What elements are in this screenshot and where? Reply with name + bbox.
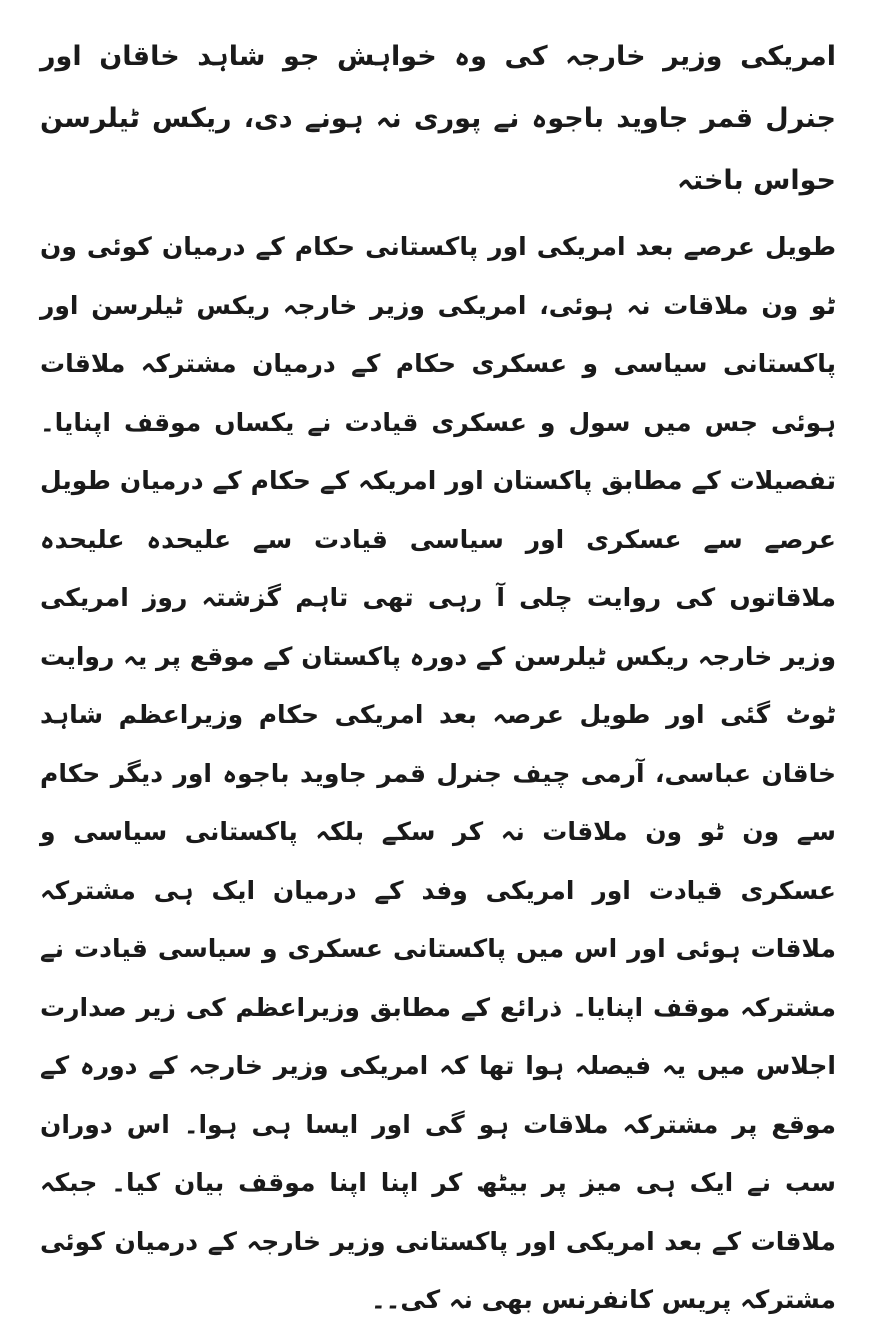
article-body: طویل عرصے بعد امریکی اور پاکستانی حکام کے درمیان کوئی ون ٹو ون ملاقات نہ ہوئی، امریکی وزیر خارجہ ریکس ٹیلرسن اور پاکستانی سیاسی و عسکری حکام کے درمیان مشترکہ ملاقات ہوئی جس میں سول و عسکری قیادت نے یکساں موقف اپنایا۔ تفصیلات کے مطابق پاکستان اور امریکہ کے حکام کے درمیان طویل عرصے سے عسکری اور سیاسی قیادت سے علیحدہ علیحدہ ملاقاتوں کی روایت چلی آ رہی تھی تاہم گزشتہ روز امریکی وزیر خارجہ ریکس ٹیلرسن کے دورہ پاکستان کے موقع پر یہ روایت ٹوٹ گئی اور طویل عرصہ بعد امریکی حکام وزیراعظم شاہد خاقان عباسی، آرمی چیف جنرل قمر جاوید باجوہ اور دیگر حکام سے ون ٹو ون ملاقات نہ کر سکے بلکہ پاکستانی سیاسی و عسکری قیادت اور امریکی وفد کے درمیان ایک ہی مشترکہ ملاقات ہوئی اور اس میں پاکستانی عسکری و سیاسی قیادت نے مشترکہ موقف اپنایا۔ ذرائع کے مطابق وزیراعظم کی زیر صدارت اجلاس میں یہ فیصلہ ہوا تھا کہ امریکی وزیر خارجہ کے دورہ کے موقع پر مشترکہ ملاقات ہو گی اور ایسا ہی ہوا۔ اس دوران سب نے ایک ہی میز پر بیٹھ کر اپنا اپنا موقف بیان کیا۔ جبکہ ملاقات کے بعد امریکی اور پاکستانی وزیر خارجہ کے درمیان کوئی مشترکہ پریس کانفرنس بھی نہ کی۔۔ (40, 232, 836, 1314)
article-headline: امریکی وزیر خارجہ کی وہ خواہش جو شاہد خاقان اور جنرل قمر جاوید باجوہ نے پوری نہ ہونے دی، ریکس ٹیلرسن حواس باختہ (40, 41, 836, 196)
